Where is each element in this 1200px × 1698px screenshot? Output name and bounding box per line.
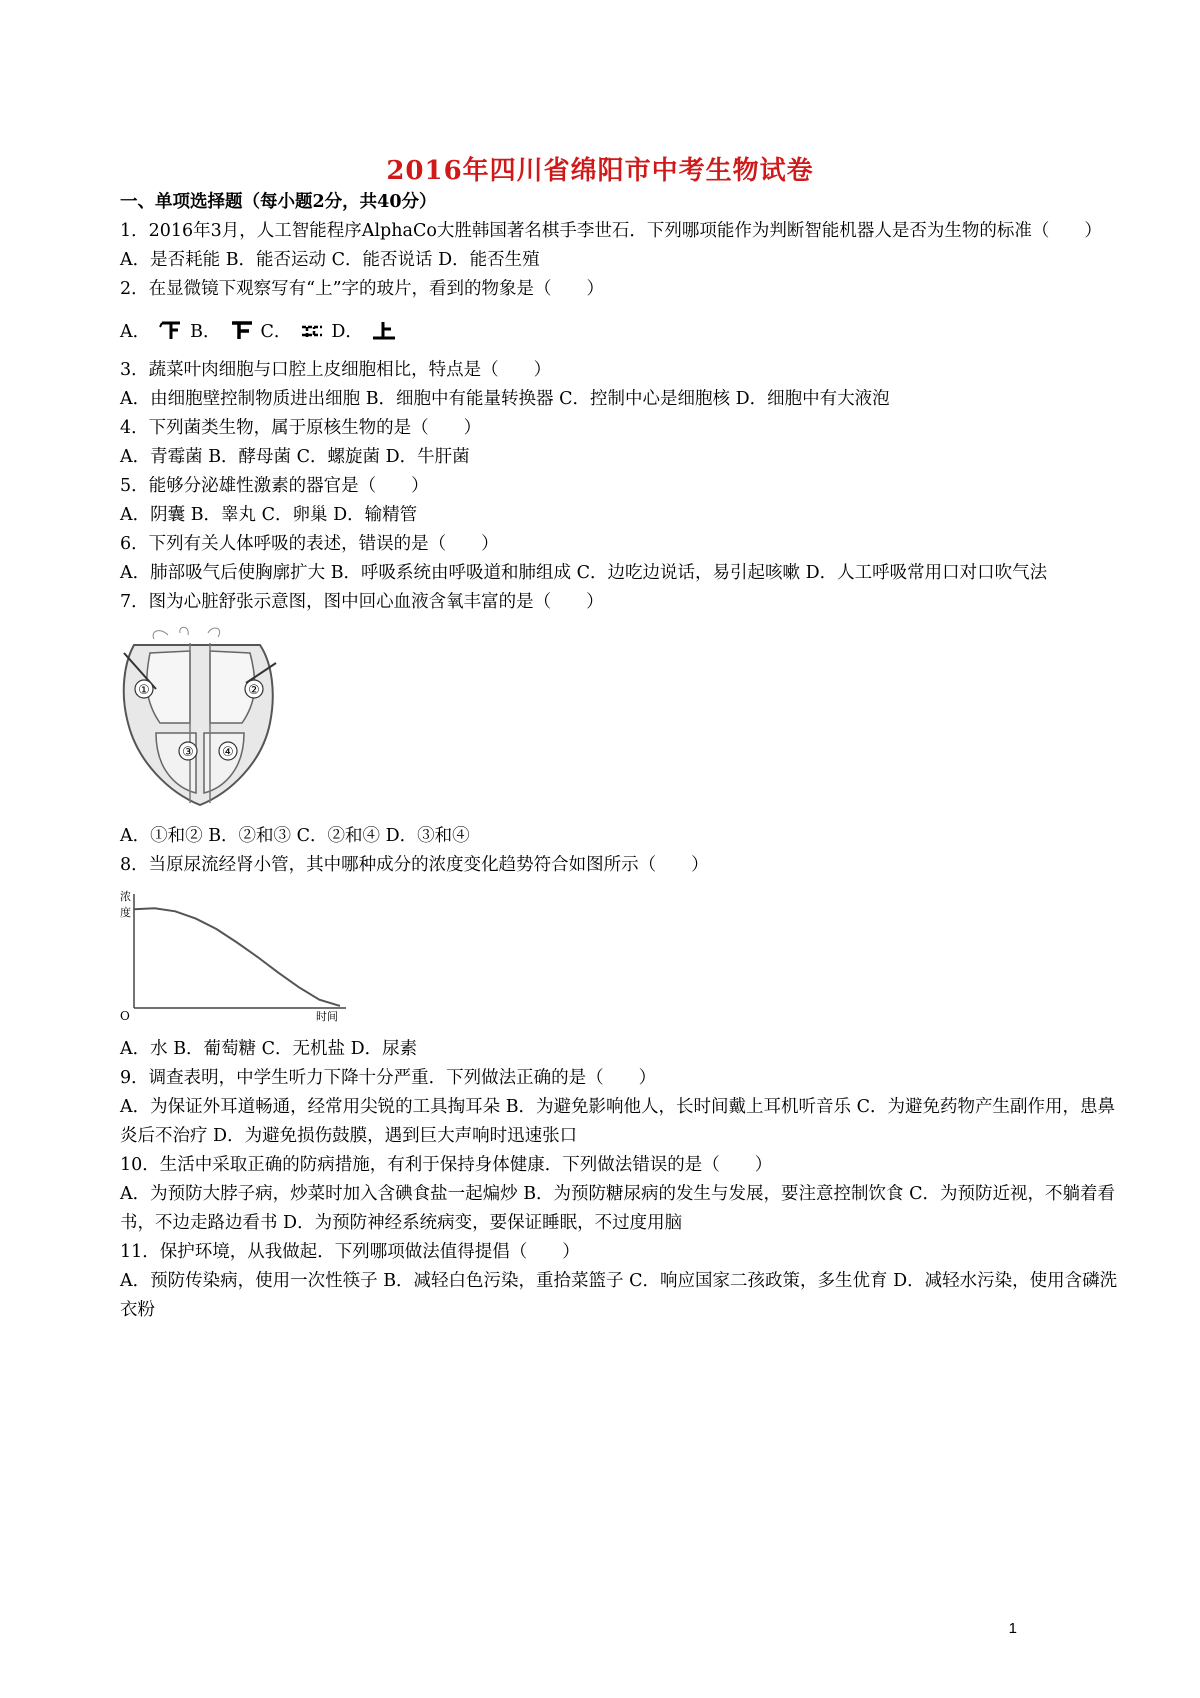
question-8-options: A．水 B．葡萄糖 C．无机盐 D．尿素	[120, 1039, 418, 1059]
page-number: 1	[1008, 1620, 1017, 1637]
chart-ylabel-1: 浓	[120, 890, 131, 903]
question-11-options: A．预防传染病，使用一次性筷子 B．减轻白色污染，重拾菜篮子 C．响应国家二孩政策，多生优育 D．减轻水污染，使用含磷洗衣粉	[120, 1271, 1118, 1320]
question-8-stem: 8．当原尿流经肾小管，其中哪种成分的浓度变化趋势符合如图所示（ ）	[120, 855, 709, 875]
concentration-series-line	[134, 908, 340, 1006]
question-2-stem: 2．在显微镜下观察写有“上”字的玻片，看到的物象是（ ）	[120, 279, 605, 299]
question-5-stem: 5．能够分泌雄性激素的器官是（ ）	[120, 476, 429, 496]
question-2-options	[120, 304, 1120, 356]
exam-title: 2016年四川省绵阳市中考生物试卷	[386, 156, 814, 186]
question-10-options: A．为预防大脖子病，炒菜时加入含碘食盐一起煸炒 B．为预防糖尿病的发生与发展，要注意控制饮食 C．为预防近视，不躺着看书，不边走路边看书 D．为预防神经系统病变，要保证睡眠，不过度用脑	[120, 1184, 1116, 1233]
option-d-label: D．	[331, 321, 363, 342]
rotated-char-c-icon	[299, 319, 325, 341]
option-c-label: C．	[260, 321, 292, 342]
question-11-stem: 11．保护环境，从我做起．下列哪项做法值得提倡（ ）	[120, 1242, 580, 1262]
chart-xlabel: 时间	[316, 1010, 338, 1023]
question-6-options: A．肺部吸气后使胸廓扩大 B．呼吸系统由呼吸道和肺组成 C．边吃边说话，易引起咳嗽 D．人工呼吸常用口对口吹气法	[120, 563, 1048, 583]
heart-label-2: ②	[248, 683, 260, 698]
heart-label-3: ③	[182, 745, 194, 760]
option-b-label: B．	[190, 321, 221, 342]
question-9-stem: 9．调查表明，中学生听力下降十分严重．下列做法正确的是（ ）	[120, 1068, 657, 1088]
question-3-stem: 3．蔬菜叶肉细胞与口腔上皮细胞相比，特点是（ ）	[120, 360, 552, 380]
question-1-options: A．是否耗能 B．能否运动 C．能否说话 D．能否生殖	[120, 250, 540, 270]
section-title: 一、单项选择题（每小题2分，共40分）	[120, 192, 437, 212]
concentration-chart	[120, 886, 1120, 1031]
option-a-label: A．	[120, 321, 151, 342]
question-7-options: A．①和② B．②和③ C．②和④ D．③和④	[120, 826, 470, 846]
question-4-options: A．青霉菌 B．酵母菌 C．螺旋菌 D．牛肝菌	[120, 447, 470, 467]
question-1-stem: 1．2016年3月，人工智能程序AlphaCo大胜韩国著名棋手李世石．下列哪项能作为判断智能机器人是否为生物的标准（ ）	[120, 221, 1102, 241]
question-7-stem: 7．图为心脏舒张示意图，图中回心血液含氧丰富的是（ ）	[120, 592, 604, 612]
question-3-options: A．由细胞壁控制物质进出细胞 B．细胞中有能量转换器 C．控制中心是细胞核 D．细胞中有大液泡	[120, 389, 890, 409]
chart-origin-label: O	[120, 1009, 130, 1023]
rotated-char-a-icon	[158, 319, 184, 341]
question-5-options: A．阴囊 B．睾丸 C．卵巢 D．输精管	[120, 505, 418, 525]
heart-diagram	[120, 623, 1120, 818]
rotated-char-b-icon	[229, 319, 255, 341]
question-9-options: A．为保证外耳道畅通，经常用尖锐的工具掏耳朵 B．为避免影响他人，长时间戴上耳机听音乐 C．为避免药物产生副作用，患鼻炎后不治疗 D．为避免损伤鼓膜，遇到巨大声响时迅速张口	[120, 1097, 1116, 1146]
question-6-stem: 6．下列有关人体呼吸的表述，错误的是（ ）	[120, 534, 499, 554]
question-10-stem: 10．生活中采取正确的防病措施，有利于保持身体健康．下列做法错误的是（ ）	[120, 1155, 773, 1175]
exam-content	[120, 188, 1120, 1325]
heart-label-1: ①	[138, 683, 150, 698]
chart-ylabel-2: 度	[120, 906, 131, 919]
heart-label-4: ④	[222, 745, 234, 760]
question-4-stem: 4．下列菌类生物，属于原核生物的是（ ）	[120, 418, 482, 438]
rotated-char-d-icon	[371, 319, 397, 341]
